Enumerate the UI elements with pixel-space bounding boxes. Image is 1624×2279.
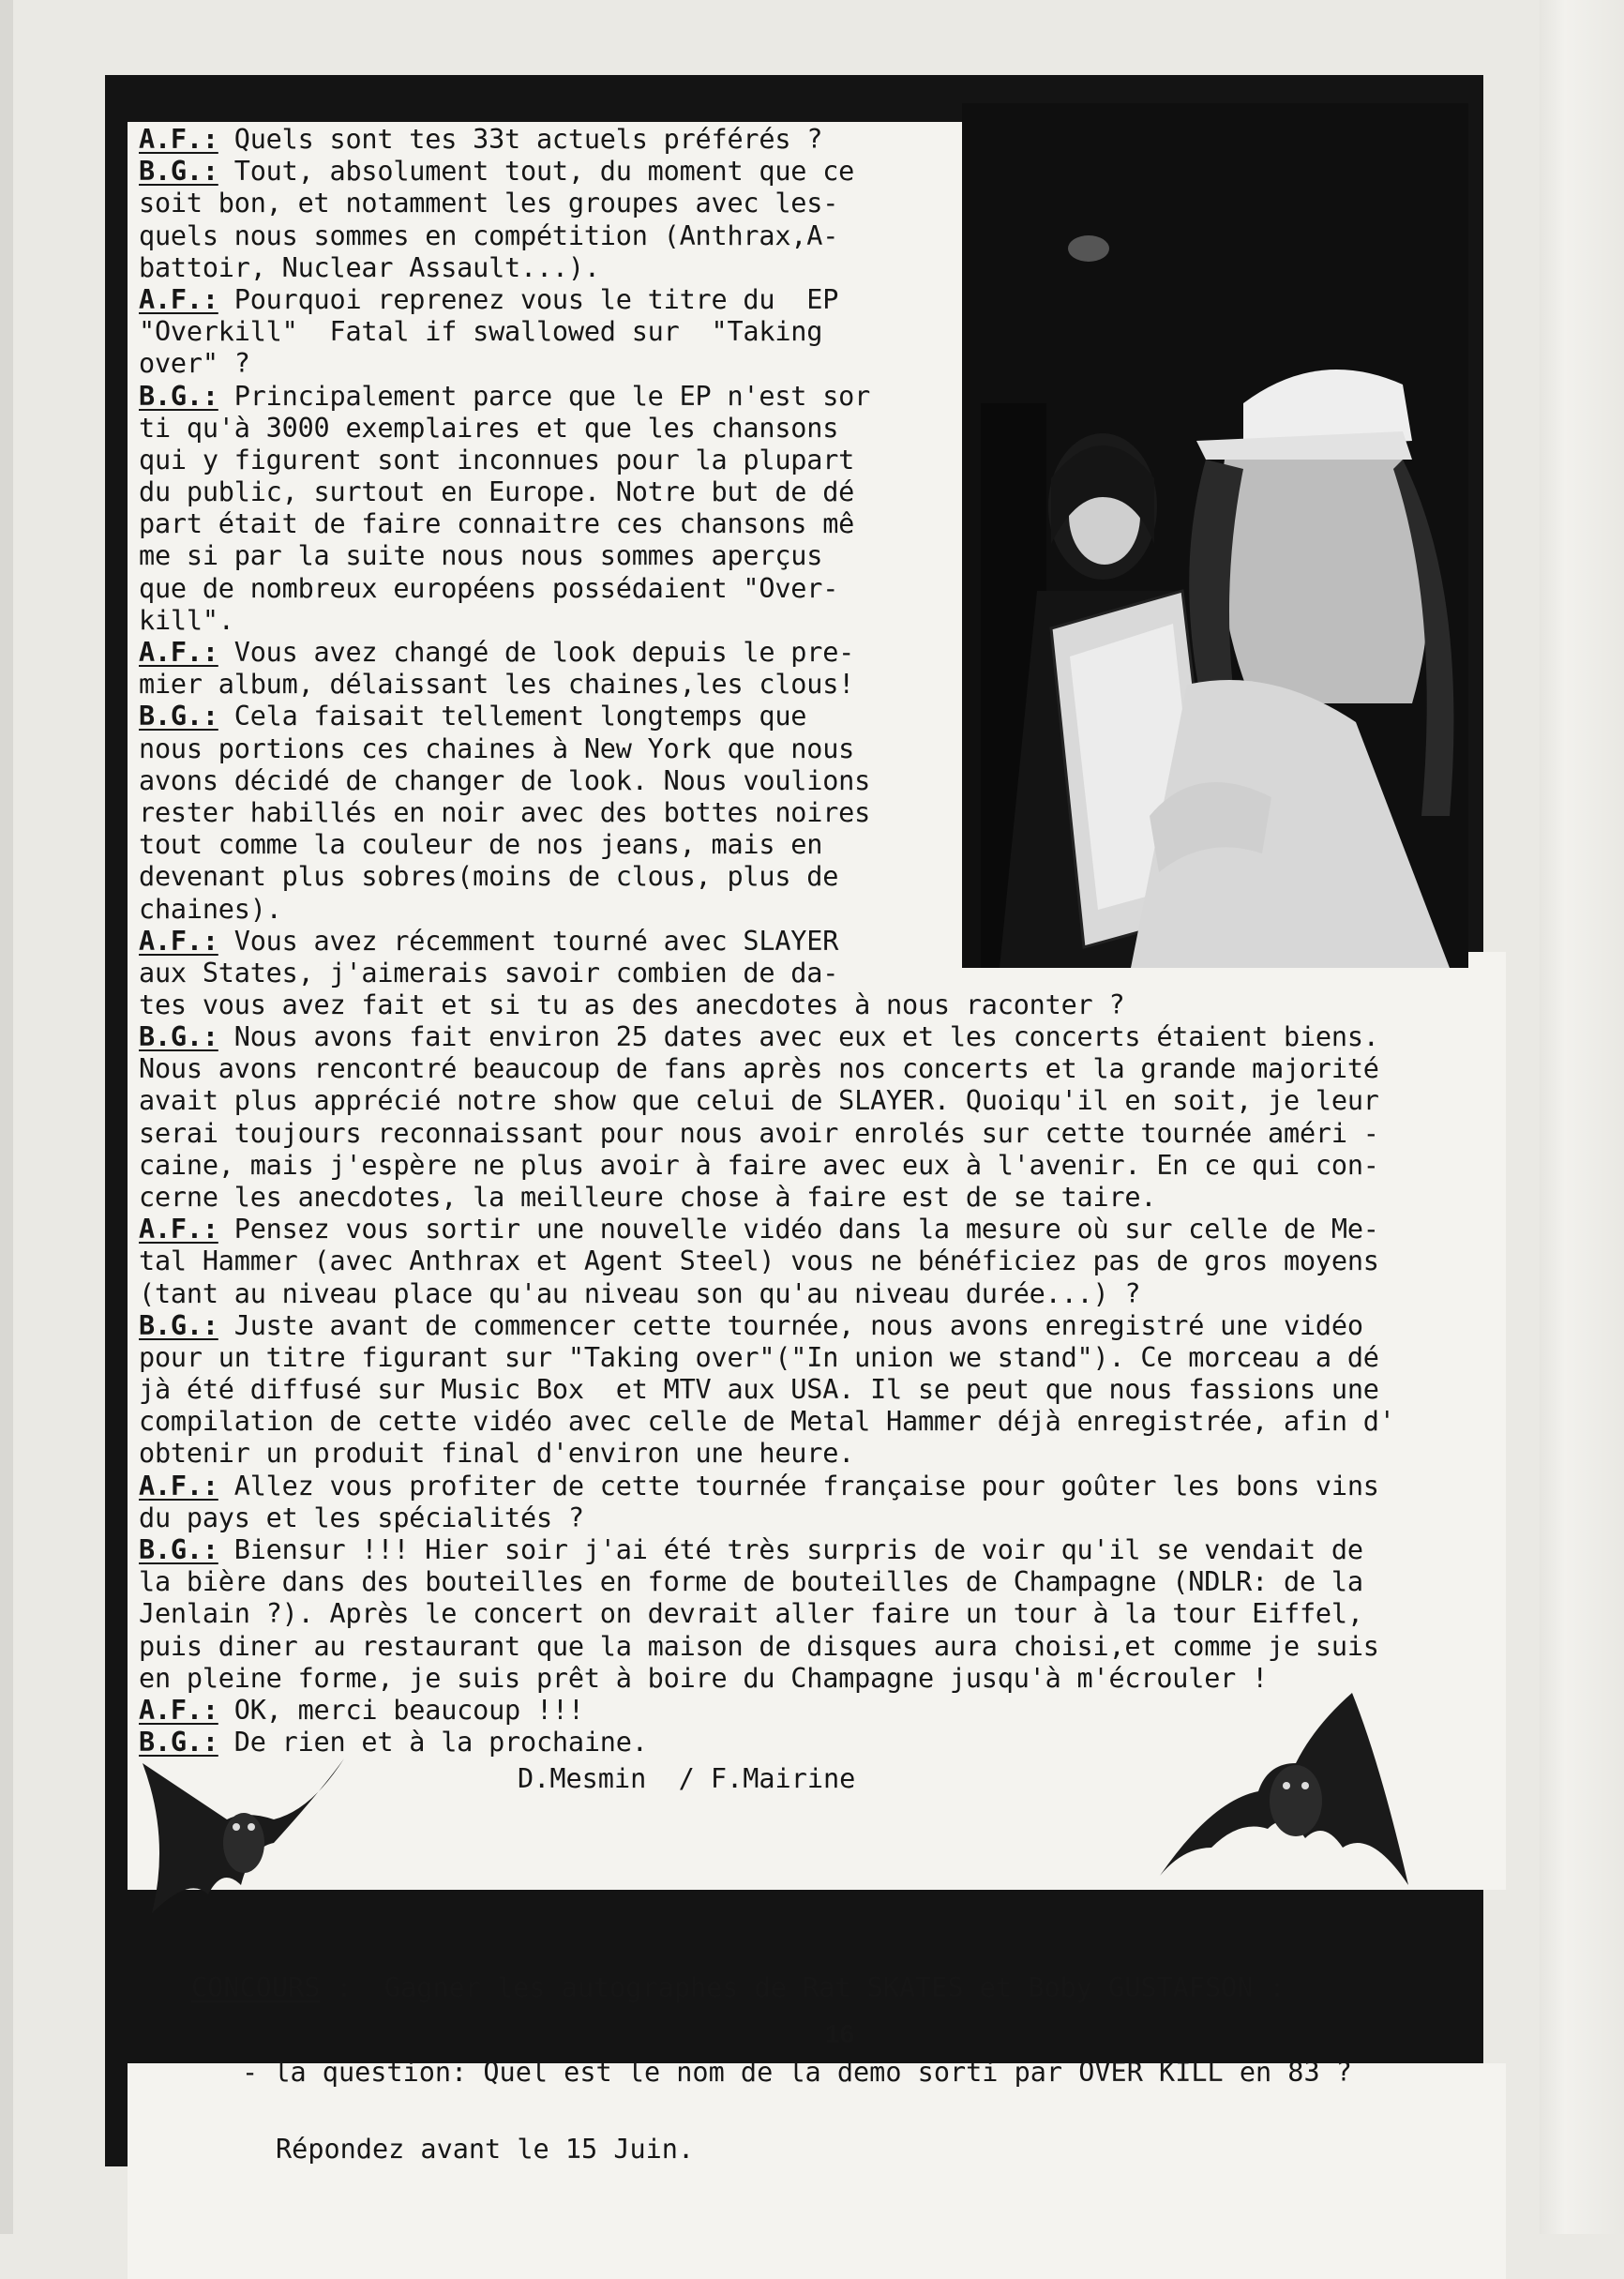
speaker-label: A.F.: xyxy=(139,124,218,155)
line-text: mier album, délaissant les chaines,les clous! xyxy=(139,669,855,701)
line-text: cerne les anecdotes, la meilleure chose à faire est de se taire. xyxy=(139,1181,1157,1213)
line-text: OK, merci beaucoup !!! xyxy=(218,1694,584,1726)
speaker-label: B.G.: xyxy=(139,1309,218,1341)
speaker-label: A.F.: xyxy=(139,1470,218,1502)
text-line xyxy=(139,413,1124,445)
text-line xyxy=(139,765,1124,797)
text-line xyxy=(139,284,1124,316)
speaker-label: B.G.: xyxy=(139,380,218,412)
text-line xyxy=(139,1631,1395,1663)
text-line xyxy=(139,445,1124,476)
text-line xyxy=(139,1214,1395,1245)
text-line xyxy=(139,508,1124,540)
line-text: part était de faire connaitre ces chansons mê xyxy=(139,508,855,540)
line-text: tout comme la couleur de nos jeans, mais en xyxy=(139,829,823,861)
line-text: du public, surtout en Europe. Notre but de dé xyxy=(139,476,855,508)
line-text: en pleine forme, je suis prêt à boire du Champagne jusqu'à m'écrouler ! xyxy=(139,1662,1269,1694)
line-text: Quels sont tes 33t actuels préférés ? xyxy=(218,124,823,155)
text-line xyxy=(139,605,1124,637)
speaker-label: B.G.: xyxy=(139,701,218,732)
text-line xyxy=(139,348,1124,380)
line-text: obtenir un produit final d'environ une heure. xyxy=(139,1438,855,1470)
interview-text-narrow xyxy=(139,124,1124,1021)
line-text: serai toujours reconnaissant pour nous avoir enrolés sur cette tournée améri - xyxy=(139,1117,1379,1149)
line-text: Vous avez récemment tourné avec SLAYER xyxy=(218,925,839,957)
text-line xyxy=(139,958,1124,989)
line-text: over" ? xyxy=(139,348,250,380)
line-text: kill". xyxy=(139,604,234,636)
text-line xyxy=(139,220,1124,252)
text-line xyxy=(139,926,1124,958)
line-text: Nous avons rencontré beaucoup de fans après nos concerts et la grande majorité xyxy=(139,1053,1379,1085)
contest-deadline: Répondez avant le 15 Juin. xyxy=(276,2134,695,2165)
text-line xyxy=(139,156,1124,188)
speaker-label: A.F.: xyxy=(139,925,218,957)
line-text: De rien et à la prochaine. xyxy=(218,1727,648,1758)
text-line xyxy=(139,1278,1395,1310)
line-text: Principalement parce que le EP n'est sor xyxy=(218,380,871,412)
line-text: tes vous avez fait et si tu as des anecdotes à nous raconter ? xyxy=(139,989,1125,1021)
speaker-label: B.G.: xyxy=(139,1021,218,1052)
text-line xyxy=(139,669,1124,701)
text-line xyxy=(139,637,1124,669)
article-credits: D.Mesmin / F.Mairine xyxy=(518,1763,856,1794)
line-text: Nous avons fait environ 25 dates avec eux et les concerts étaient biens. xyxy=(218,1021,1379,1052)
line-text: compilation de cette vidéo avec celle de Metal Hammer déjà enregistrée, afin d' xyxy=(139,1406,1395,1438)
text-line xyxy=(139,1150,1395,1182)
text-line xyxy=(139,1598,1395,1630)
text-line xyxy=(139,1406,1395,1438)
text-line xyxy=(139,1085,1395,1117)
page-binding-edge xyxy=(0,0,13,2234)
black-frame xyxy=(105,75,1483,2166)
line-text: Jenlain ?). Après le concert on devrait aller faire un tour à la tour Eiffel, xyxy=(139,1598,1363,1630)
line-text: Biensur !!! Hier soir j'ai été très surpris de voir qu'il se vendait de xyxy=(218,1534,1363,1565)
text-line xyxy=(139,894,1124,926)
speaker-label: A.F.: xyxy=(139,1214,218,1245)
bat-illustration-right xyxy=(1155,1688,1418,1904)
text-line xyxy=(139,733,1124,765)
line-text: soit bon, et notamment les groupes avec les- xyxy=(139,188,839,219)
text-line xyxy=(139,1438,1395,1470)
text-line xyxy=(139,1374,1395,1406)
contest-announcement xyxy=(191,1918,1352,2220)
text-line xyxy=(139,1245,1395,1277)
speaker-label: A.F.: xyxy=(139,1694,218,1726)
text-line xyxy=(139,124,1124,156)
text-line xyxy=(139,1471,1395,1502)
line-text: tal Hammer (avec Anthrax et Agent Steel) vous ne bénéficiez pas de gros moyens xyxy=(139,1245,1379,1277)
line-text: du pays et les spécialités ? xyxy=(139,1502,584,1533)
text-line xyxy=(139,381,1124,413)
line-text: (tant au niveau place qu'au niveau son qu'au niveau durée...) ? xyxy=(139,1277,1141,1309)
line-text: aux States, j'aimerais savoir combien de da- xyxy=(139,957,839,989)
speaker-label: A.F.: xyxy=(139,637,218,668)
page-right-margin xyxy=(1540,0,1624,2234)
line-text: Cela faisait tellement longtemps que xyxy=(218,701,807,732)
contest-label: CONCOURS xyxy=(191,1972,321,2003)
line-text: jà été diffusé sur Music Box et MTV aux USA. Il se peut que nous fassions une xyxy=(139,1374,1379,1406)
text-line xyxy=(139,1310,1395,1342)
line-text: caine, mais j'espère ne plus avoir à faire avec eux à l'avenir. En ce qui con- xyxy=(139,1149,1379,1181)
text-line xyxy=(139,540,1124,572)
text-line xyxy=(139,252,1124,284)
speaker-label: A.F.: xyxy=(139,283,218,315)
text-line xyxy=(139,1182,1395,1214)
line-text: Pensez vous sortir une nouvelle vidéo dans la mesure où sur celle de Me- xyxy=(218,1214,1379,1245)
text-line xyxy=(139,1534,1395,1566)
line-text: pour un titre figurant sur "Taking over"("In union we stand"). Ce morceau a dé xyxy=(139,1341,1379,1373)
speaker-label: B.G.: xyxy=(139,1727,218,1758)
text-line xyxy=(139,188,1124,219)
text-line xyxy=(139,476,1124,508)
line-text: ti qu'à 3000 exemplaires et que les chansons xyxy=(139,412,839,444)
line-text: avons décidé de changer de look. Nous voulions xyxy=(139,764,871,796)
line-text: chaines). xyxy=(139,893,282,925)
line-text: "Overkill" Fatal if swallowed sur "Taking xyxy=(139,316,823,348)
contest-line-1: : Gagner les autographes de Rat SKATES et Boby GUSTAFSON : xyxy=(320,1972,1286,2003)
line-text: avait plus apprécié notre show que celui de SLAYER. Quoiqu'il en soit, je leur xyxy=(139,1085,1379,1117)
text-line xyxy=(139,797,1124,829)
text-line xyxy=(139,1021,1395,1053)
text-line xyxy=(139,573,1124,605)
line-text: qui y figurent sont inconnues pour la plupart xyxy=(139,444,855,475)
text-line xyxy=(139,1502,1395,1534)
line-text: me si par la suite nous nous sommes aperçus xyxy=(139,540,823,572)
line-text: battoir, Nuclear Assault...). xyxy=(139,251,600,283)
text-line xyxy=(139,1053,1395,1085)
line-text: rester habillés en noir avec des bottes noires xyxy=(139,796,871,828)
interview-text-wide xyxy=(139,1021,1395,1758)
text-line xyxy=(139,989,1124,1021)
line-text: que de nombreux européens possédaient "Over- xyxy=(139,572,839,604)
line-text: Allez vous profiter de cette tournée française pour goûter les bons vins xyxy=(218,1470,1379,1502)
line-text: Tout, absolument tout, du moment que ce xyxy=(218,156,855,188)
text-line xyxy=(139,701,1124,732)
text-line xyxy=(139,861,1124,893)
line-text: quels nous sommes en compétition (Anthrax,A- xyxy=(139,219,839,251)
contest-question: - la question: Quel est le nom de la demo sorti par OVER KILL en 83 ? xyxy=(242,2057,1352,2088)
line-text: devenant plus sobres(moins de clous, plus de xyxy=(139,861,839,893)
page-number: 16 xyxy=(825,2019,855,2048)
text-line xyxy=(139,316,1124,348)
text-line xyxy=(139,1118,1395,1150)
text-line xyxy=(139,829,1124,861)
text-line xyxy=(139,1342,1395,1374)
speaker-label: B.G.: xyxy=(139,156,218,188)
line-text: Juste avant de commencer cette tournée, nous avons enregistré une vidéo xyxy=(218,1309,1363,1341)
line-text: nous portions ces chaines à New York que nous xyxy=(139,732,855,764)
line-text: Pourquoi reprenez vous le titre du EP xyxy=(218,283,839,315)
line-text: puis diner au restaurant que la maison de disques aura choisi,et comme je suis xyxy=(139,1630,1379,1662)
line-text: la bière dans des bouteilles en forme de bouteilles de Champagne (NDLR: de la xyxy=(139,1566,1363,1598)
bat-illustration-left xyxy=(133,1754,349,1932)
speaker-label: B.G.: xyxy=(139,1534,218,1565)
text-line xyxy=(139,1566,1395,1598)
line-text: Vous avez changé de look depuis le pre- xyxy=(218,637,855,668)
